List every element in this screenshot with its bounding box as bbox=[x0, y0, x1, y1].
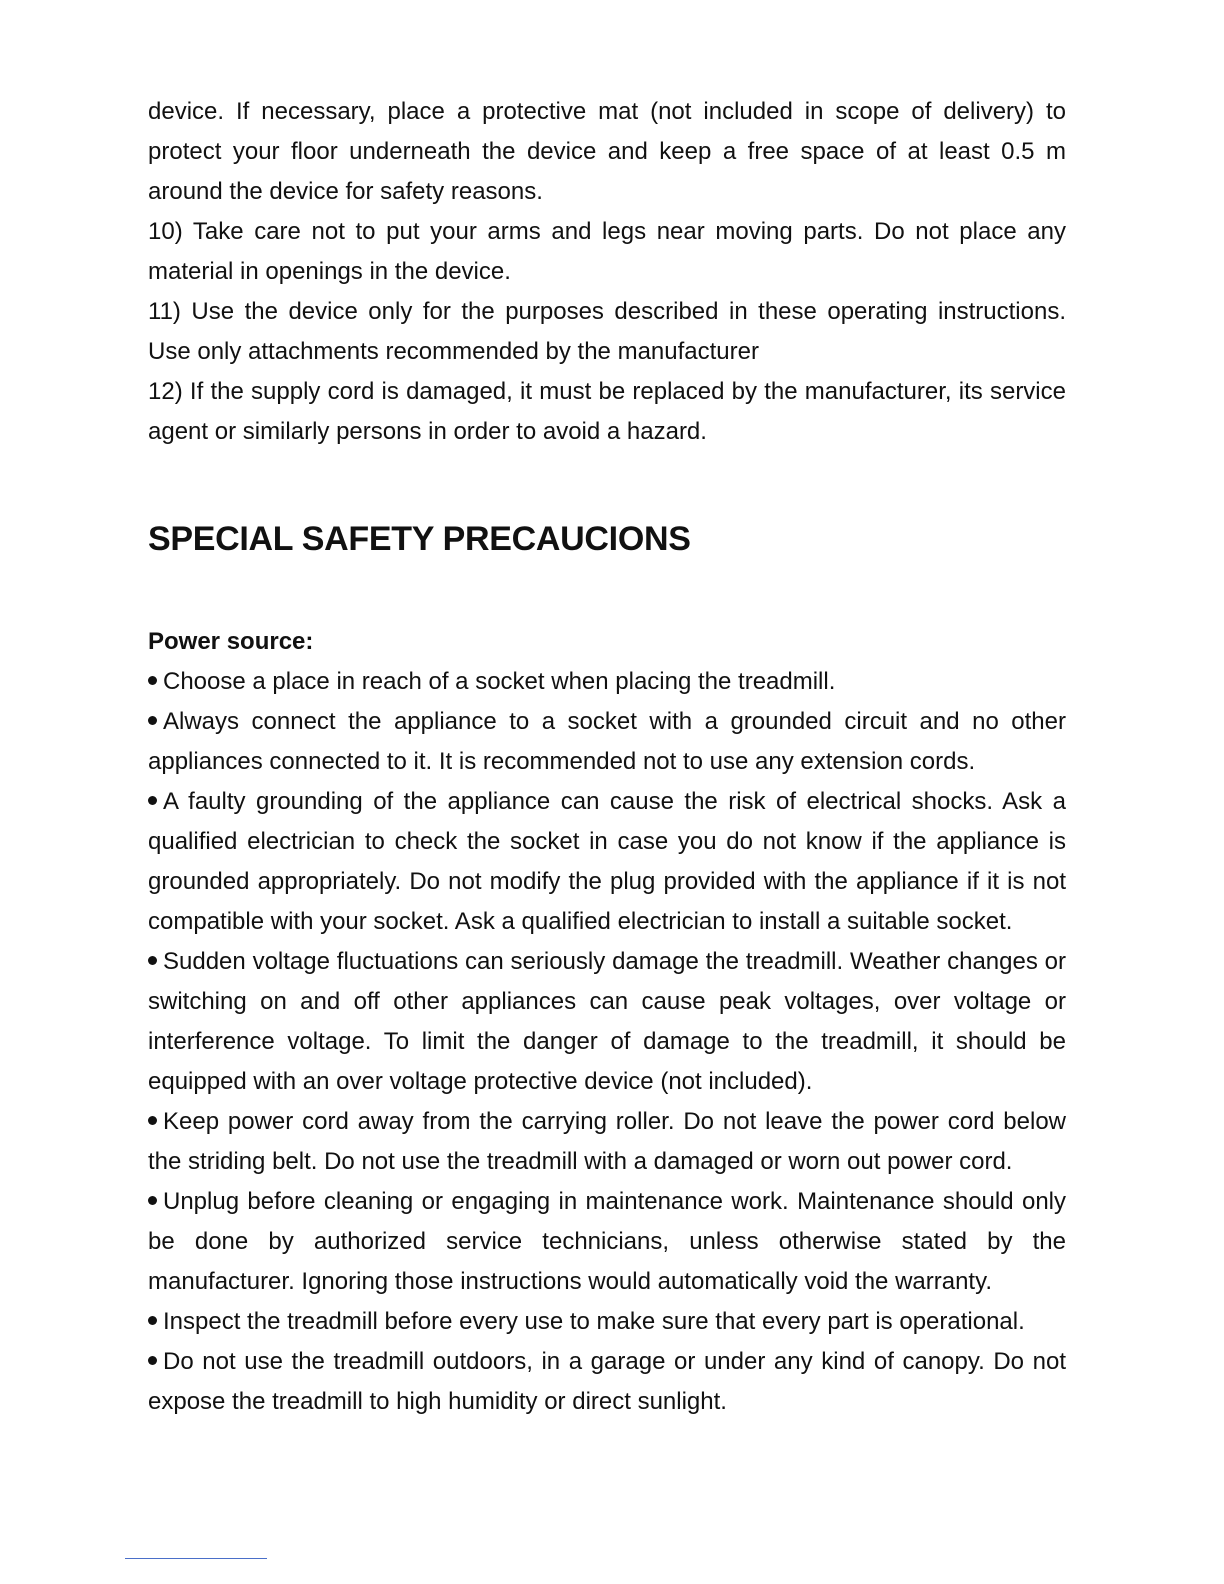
list-item bbox=[148, 942, 1066, 1102]
bullet-icon bbox=[148, 956, 157, 965]
paragraph-continued: device. If necessary, place a protective mat (not included in scope of delivery) to protect your floor underneath the device and keep a free space of at least 0.5 m around the device for safety reasons. bbox=[148, 98, 1066, 205]
bullet-text: A faulty grounding of the appliance can cause the risk of electrical shocks. Ask a qualified electrician to check the socket in case you do not know if the appliance is grounded appropriately. Do not modify the plug provided with the appliance if it is not compatible with your socket. Ask a qualified electrician to install a suitable socket. bbox=[148, 788, 1066, 935]
bullet-icon bbox=[148, 1196, 157, 1205]
footnote-divider bbox=[125, 1558, 267, 1559]
bullet-text: Choose a place in reach of a socket when placing the treadmill. bbox=[163, 668, 836, 695]
bullet-text: Do not use the treadmill outdoors, in a garage or under any kind of canopy. Do not expose the treadmill to high humidity or direct sunlight. bbox=[148, 1348, 1066, 1415]
bullet-icon bbox=[148, 1316, 157, 1325]
paragraph-item-10: 10) Take care not to put your arms and legs near moving parts. Do not place any material in openings in the device. bbox=[148, 218, 1066, 285]
bullet-text: Sudden voltage fluctuations can seriously damage the treadmill. Weather changes or switching on and off other appliances can cause peak voltages, over voltage or interference voltage. To limit the danger of damage to the treadmill, it should be equipped with an over voltage protective device (not included). bbox=[148, 948, 1066, 1095]
power-source-subheading: Power source: bbox=[148, 628, 314, 655]
bullet-text: Unplug before cleaning or engaging in maintenance work. Maintenance should only be done by authorized service technicians, unless otherwise stated by the manufacturer. Ignoring those instructions would automatically void the warranty. bbox=[148, 1188, 1066, 1295]
bullet-text: Always connect the appliance to a socket with a grounded circuit and no other appliances connected to it. It is recommended not to use any extension cords. bbox=[148, 708, 1066, 775]
list-item bbox=[148, 1102, 1066, 1182]
document-page bbox=[148, 92, 1066, 1422]
list-item bbox=[148, 1302, 1066, 1342]
bullet-icon bbox=[148, 1356, 157, 1365]
paragraph-item-12: 12) If the supply cord is damaged, it must be replaced by the manufacturer, its service agent or similarly persons in order to avoid a hazard. bbox=[148, 378, 1066, 445]
list-item bbox=[148, 662, 1066, 702]
bullet-icon bbox=[148, 796, 157, 805]
bullet-list bbox=[148, 662, 1066, 1422]
bullet-icon bbox=[148, 716, 157, 725]
bullet-text: Keep power cord away from the carrying roller. Do not leave the power cord below the striding belt. Do not use the treadmill with a damaged or worn out power cord. bbox=[148, 1108, 1066, 1175]
list-item bbox=[148, 782, 1066, 942]
bullet-text: Inspect the treadmill before every use to make sure that every part is operational. bbox=[163, 1308, 1025, 1335]
list-item bbox=[148, 702, 1066, 782]
bullet-icon bbox=[148, 676, 157, 685]
section-heading: SPECIAL SAFETY PRECAUCIONS bbox=[148, 520, 691, 558]
paragraph-item-11: 11) Use the device only for the purposes described in these operating instructions. Use only attachments recommended by the manufacturer bbox=[148, 298, 1066, 365]
list-item bbox=[148, 1342, 1066, 1422]
list-item bbox=[148, 1182, 1066, 1302]
bullet-icon bbox=[148, 1116, 157, 1125]
